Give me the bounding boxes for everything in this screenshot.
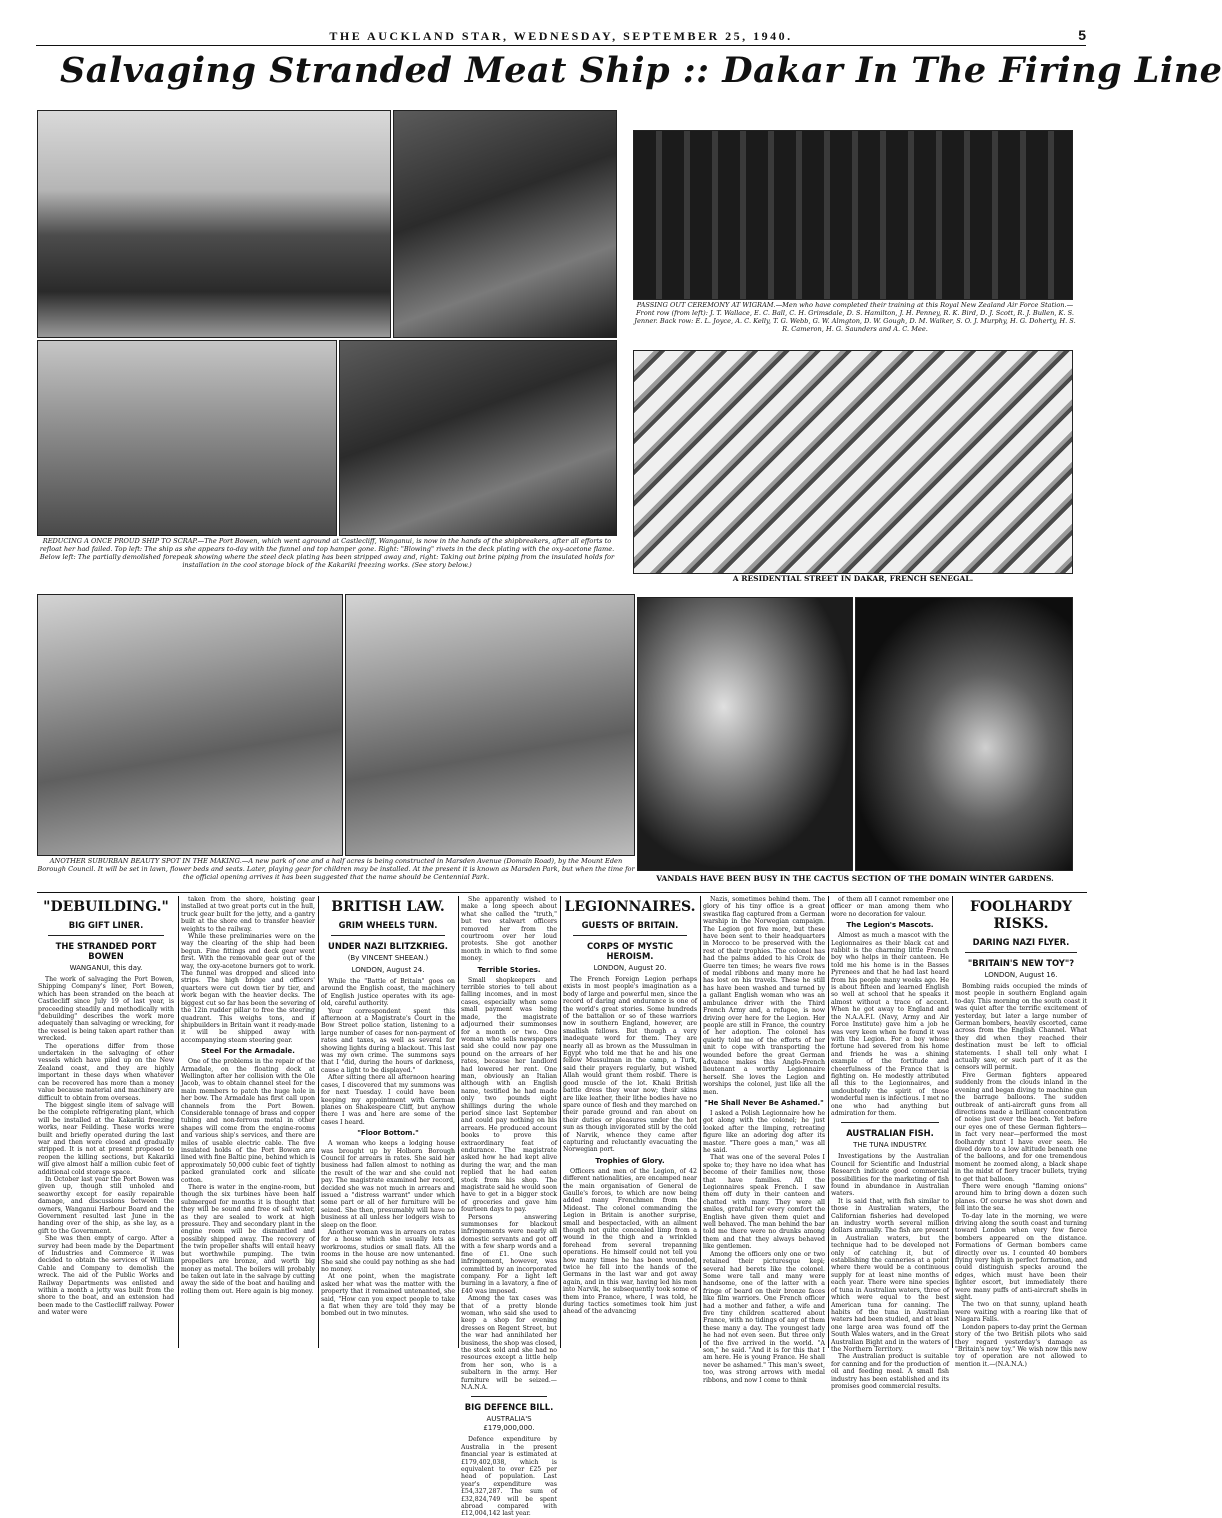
crosshead: "Floor Bottom." [357,1129,419,1138]
divider [965,952,1077,953]
column-rule [952,896,953,1348]
paragraph: Investigations by the Australian Council for Scientific and Industrial Research indicate good commercial possibilities for the marketing of fish found in abundance in Australian waters. [831,1153,949,1198]
paragraph: Defence expenditure by Australia in the present financial year is estimated at £179,402,038, which is equivalent to over £25 per head of population. Last year's expenditure was £54,327,287. The sum of £32,824,749 will be spent abroad compared with £12,004,142 last year. [461,1436,557,1518]
paragraph: Among the officers only one or two retained their picturesque kepi; several had berets like the colonel. Some were tall and many were handsome, one of the latter with a fringe of beard on their bronze faces like film warriors. One French officer had a mother and father, a wife and five tiny children scattered about France, with no tidings of any of them these many a day. The youngest lady he had not even seen. But three only of the five arrived in the world. "A son," he said. "And it is for this that I am here. He is young France. He shall never be ashamed." This man's sweet, too, was strong arrows with medal ribbons, and now I come to think [703,1250,825,1384]
article-title: BRITISH LAW. [331,899,445,915]
photo-blowing-rivets [393,110,617,338]
column-rule [700,896,701,1348]
crosshead: "He Shall Never Be Ashamed." [704,1098,824,1107]
photo-dakar-street [633,350,1073,574]
column-legionnaires [563,896,697,1348]
article-title: "DEBUILDING." [43,899,169,915]
paragraph: While the "Battle of Britain" goes on around the English coast, the machinery of English justice operates with its age-old, careful authority. [321,978,455,1008]
column-rule [178,896,179,1348]
article-title: BIG DEFENCE BILL. [464,1402,554,1413]
masthead [36,28,1086,46]
masthead-date-line: THE AUCKLAND STAR, WEDNESDAY, SEPTEMBER 25, 1940. [329,29,793,43]
photo-ship-aground [37,110,391,338]
photo-cactus-right [855,597,1073,871]
paragraph: In October last year the Port Bowen was given up, though still unholed and seaworthy except for easily repairable damage, and discussions between the owners, Wanganui Harbour Board and the Government resulted last June in the handing over of the ship, as she lay, as a gift to the Government. [38,1175,174,1235]
dateline: LONDON, August 24. [351,966,425,974]
article-subheading: THE TUNA INDUSTRY. [853,1141,927,1150]
crosshead: Trophies of Glory. [595,1156,665,1165]
photo-cactus-left [637,597,853,871]
paragraph: It is said that, with fish similar to those in Australian waters, the Californian fisheries had developed an industry worth several million dollars annually. The fish are present in Australian waters, but the technique had to be developed not only of catching it, but of establishing the canneries at a point where there would be a continuous supply for at least nine months of each year. There were nine species of tuna in Australian waters, three of which were equal to the best American tuna for canning. The habits of the tuna in Australian waters had been studied, and at least one large area was found off the South Wales waters, and in the Great Australian Bight and in the waters of the Northern Territory. [831,1197,949,1353]
article-subheading: "BRITAIN'S NEW TOY"? [967,958,1075,968]
paragraph: London papers to-day print the German story of the two British pilots who said they regard yesterday's damage as "Britain's new toy." We wish now this new toy of operation are not allowed to mention it.—(N.A.N.A.) [955,1323,1087,1368]
caption-wigram-ceremony: PASSING OUT CEREMONY AT WIGRAM.—Men who have completed their training at this Royal New Zealand Air Force Station.—Front row (from left): J. T. Wallace, E. C. Ball, C. H. Grimsdale, D. S. Hamilton, J. H. Penney, R. K. Bird, D. J. Scott, R. J. Bullen, K. S. Jenner. Back row: E. L. Joyce, A. C. Kelly, T. G. Webb, G. W. Almgton, D. W. Gough, D. M. Walker, S. O. J. Murphy, H. G. Doherty, H. S. R. Cameron, H. G. Saunders and A. C. Mee. [634,301,1076,333]
page-headline: Salvaging Stranded Meat Ship :: Dakar In The Firing Line [60,50,1222,91]
article-subheading: GRIM WHEELS TURN. [338,920,438,930]
paragraph: of them all I cannot remember one officer or man among them who wore no decoration for valour. [831,896,949,918]
paragraph: One of the problems in the repair of the Armadale, on the floating dock at Wellington after her collision with the Ole Jacob, was to obtain channel steel for the main members to patch the huge hole in her bow. The Armadale has first call upon channels from the Port Bowen. Considerable tonnage of brass and copper tubing and non-ferrous metal in other shapes will come from the engine-rooms and various ship's services, and there are miles of usable electric cable. The five insulated holds of the Port Bowen are lined with fine Baltic pine, behind which is approximately 50,000 cubic feet of tightly packed granulated cork and silicate cotton. [181,1058,315,1184]
column-foolhardy-risks [955,896,1087,1368]
paragraph: She was then empty of cargo. After a survey had been made by the Department of Industries and Commerce it was decided to obtain the services of William Cable and Company to demolish the wreck. The aid of the Public Works and Railway Departments was enlisted and within a month a jetty was built from the shore to the boat, and an extension had been made to the Castlecliff railway. Power and water were [38,1235,174,1317]
paragraph: That was one of the several Poles I spoke to; they have no idea what has become of their families now, those that have families. All the Legionnaires speak French. I saw them off duty in their canteen and chatted with many. They were all smiles, grateful for every comfort the English have given them quiet and well behaved. The man behind the bar told me there were no drunks among them and that they always behaved like gentlemen. [703,1154,825,1251]
paragraph: The Australian product is suitable for canning and for the production of oil and feeding meal. A small fish industry has been established and its promises good commercial results. [831,1353,949,1390]
caption-ship-scrap: REDUCING A ONCE PROUD SHIP TO SCRAP.—The Port Bowen, which went aground at Castlecliff, Wanganui, is now in the hands of the shipbreakers, after all efforts to refloat her had failed. Top left: The ship as she appears to-day with the funnel and top hamper gone. Right: "Blowing" rivets in the deck plating with the oxy-acetone flame. Below left: The partially demolished forepeak showing where the steel deck plating has been stripped away and, right: Taking out brine piping from the insulated holds for installation in the cool storage block of the Kakariki freezing works. (See story below.) [39,537,615,569]
column-rule [828,896,829,1348]
article-title: AUSTRALIAN FISH. [846,1128,934,1139]
photo-wigram-ceremony [633,130,1073,300]
column-rule [458,896,459,1348]
paragraph: taken from the shore, hoisting gear installed at two great ports cut in the hull, truck gear built for the jetty, and a gantry built at the shore end to transfer heavier weights to the railway. [181,896,315,933]
paragraph: The two on that sunny, upland heath were waiting with a roaring like that of Niagara Falls. [955,1301,1087,1324]
article-subheading: BIG GIFT LINER. [68,920,144,930]
column-rule [560,896,561,1348]
paragraph: I asked a Polish Legionnaire how he got along with the colonel; he just looked after the limping, retreating figure like an adoring dog after its master. "There goes a man," was all he said. [703,1109,825,1154]
paragraph: While these preliminaries were on the way the clearing of the ship had been begun. Fine fittings and deck gear went first. With the removable gear out of the way, the oxy-acetone burners got to work. The funnel was dropped and sliced into strips. The high bridge and officers' quarters were cut down tier by tier, and work began with the heavier decks. The biggest cut so far has been the severing of the 12in rudder pillar to free the steering quadrant. This weighs tons, and if shipbuilders in Britain want it ready-made it will be shipped away with accompanying steam steering gear. [181,933,315,1044]
paragraph: The French Foreign Legion perhaps exists in most people's imagination as a body of large and powerful men, since the record of daring and endurance is one of the world's great stories. Some hundreds of the battalion or so of these warriors now in southern England, however, are smallish fellows. But though a very inadequate word for them. They are nearly all as brown as the Mussulman in Egypt who told me that he and his one fellow Mussulman in the camp, a Turk, said their prayers regularly, but wished Allah would grant them rosbif. There is good muscle of the lot. Khaki British battle dress they wear now; their skins are like leather, their lithe bodies have no spare ounce of flesh and they marched on their parade ground and ran about on their duties or pleasures under the hot sun as though invigorated still by the cold of Narvik, whence they came after capturing and reluctantly evacuating the Norwegian port. [563,976,697,1154]
article-subheading: UNDER NAZI BLITZKRIEG. [328,941,448,951]
column-legionnaires-cont [703,896,825,1384]
paragraph: A woman who keeps a lodging house was brought up by Holborn Borough Council for arrears in rates. She said her business had fallen almost to nothing as the result of the war and she could not pay. The magistrate examined her record, decided she was not much in arrears and issued a "distress warrant" under which some part or all of her furniture will be seized. She then, presumably will have no business at all unless her lodgers wish to sleep on the floor. [321,1140,455,1229]
page-number: 5 [1078,27,1086,43]
paragraph: The biggest single item of salvage will be the complete refrigerating plant, which will be installed at the Kakariki freezing works, near Feilding. These works were built and briefly operated during the last war and then were closed and gradually stripped. It is not at present proposed to reopen the killing sections, but Kakariki will give almost half a million cubic feet of additional cold storage space. [38,1101,174,1176]
caption-dakar-street: A RESIDENTIAL STREET IN DAKAR, FRENCH SENEGAL. [732,574,974,583]
crosshead: Terrible Stories. [477,965,541,974]
divider [331,935,445,936]
column-british-law-cont [461,896,558,1518]
paragraph: The work of salvaging the Port Bowen, Shipping Company's liner, Port Bowen, which has been stranded on the beach at Castlecliff since July 19 of last year, is proceeding steadily and methodically with "debuilding" describes the work more adequately than salvaging or wrecking, for the vessel is being taken apart rather than wrecked. [38,976,174,1043]
paragraph: Almost as much a mascot with the Legionnaires as their black cat and rabbit is the charming little French boy who helps in their canteen. He told me his home is in the Basses Pyrenees and that he had last heard from his people many weeks ago. He is about fifteen and learned English so well at school that he speaks it almost without a trace of accent. When he got away to England and the N.A.A.F.I. (Navy, Army and Air Force Institute) gave him a job he was very keen when he found it was with the Legion. For a boy whose fortune had severed from his home and friends he was a shining example of the fortitude and cheerfulness of the France that is fighting on. He modestly attributed all this to the Legionnaires, and undoubtedly the spirit of those wonderful men is infectious. I met no one who had anything but admiration for them. [831,932,949,1117]
divider [573,935,687,936]
byline: (By VINCENT SHEEAN.) [347,954,429,962]
dateline: LONDON, August 20. [593,964,667,972]
paragraph: The operations differ from those undertaken in the salvaging of other vessels which have piled up on the New Zealand coast, and they are highly important in these days when whatever can be recovered has more than a money value because material and machinery are difficult to obtain from overseas. [38,1042,174,1102]
photo-brine-piping [339,340,617,536]
paragraph: Bombing raids occupied the minds of most people in southern England again to-day. This morning on the south coast it was quiet after the terrific excitement of yesterday, but later a large number of German bombers, heavily escorted, came across from the English Channel. What they did when they reached their destination must be left to official statements. I shall tell only what I actually saw, or such part of it as the censors will permit. [955,983,1087,1072]
paragraph: Your correspondent spent this afternoon at a Magistrate's Court in the Bow Street police station, listening to a large number of cases for non-payment of rates and taxes, as well as several for showing lights during a blackout. This last was my own crime. The summons says that I "did, during the hours of darkness, cause a light to be displayed." [321,1007,455,1074]
divider [471,1396,547,1397]
article-subheading: AUSTRALIA'S £179,000,000. [483,1415,535,1433]
column-legion-mascots [831,896,949,1390]
photo-park-construction-left [37,594,343,856]
paragraph: Persons answering summonses for blackout infringements were nearly all domestic servants and got off with a few sharp words and a fine of £1. One such infringement, however, was committed by an incorporated company. For a light left burning in a lavatory, a fine of £40 was imposed. [461,1213,557,1295]
caption-cactus: VANDALS HAVE BEEN BUSY IN THE CACTUS SECTION OF THE DOMAIN WINTER GARDENS. [656,874,1054,883]
article-subheading: DARING NAZI FLYER. [972,937,1070,947]
paragraph: To-day late in the morning, we were driving along the south coast and turning toward London when very few fierce bombers appeared on the distance. Formations of German bombers came directly over us. I counted 40 bombers flying very high in perfect formation, and could distinguish specks around the edges, which must have been their lighter escort, but immediately there were many puffs of anti-aircraft shells in sight. [955,1212,1087,1302]
column-british-law [321,896,455,1348]
paragraph: At one point, when the magistrate asked her what was the matter with the property that it remained untenanted, she said, "How can you expect people to take a flat when they are told they may be bombed out in two minutes. [321,1273,455,1318]
divider [48,935,164,936]
paragraph: There is water in the engine-room, but though the six turbines have been half submerged for months it is thought that they will be sound and free of salt water, as they are sealed to work at high pressure. They and secondary plant in the engine room will be dismantled and possibly shipped away. The recovery of the twin propeller shafts will entail heavy but worthwhile pumping. The twin propellers are bronze, and worth big money as metal. The boilers will probably be taken out late in the salvage by cutting away the side of the boat and hauling and rolling them out. Here again is big money. [181,1184,315,1295]
paragraph: Nazis, sometimes behind them. The glory of his tiny office is a great swastika flag captured from a German warship in the Norwegian campaign. The Legion got five more, but these have been sent to their headquarters in Morocco to be preserved with the rest of their trophies. The colonel has had the palms added to his Croix de Guerre ten times; he wears five rows of medal ribbons and many more he has lost on his travels. These he still has have been washed and turned by a gallant English woman who was an ambulance driver with the Third French Army and, a refugee, is now driving over here for the Legion. Her people are still in France, the country of her adoption. The colonel has quietly told me of the efforts of her unit to cope with transporting the wounded before the great German advance makes this Anglo-French lieutenant a worthy Legionnaire herself. She loves the Legion and worships the colonel, just like all the men. [703,896,825,1096]
dateline: WANGANUI, this day. [69,964,143,972]
paragraph: Another woman was in arrears on rates for a house which she usually lets as workrooms, studios or small flats. All the rooms in the house are now untenanted. She said she could pay nothing as she had no money. [321,1229,455,1274]
article-title: FOOLHARDY RISKS. [969,899,1073,932]
paragraph: Officers and men of the Legion, of 42 different nationalities, are encamped near the main organisation of General de Gaulle's forces, to which are now being added many Frenchmen from the Mideast. The colonel commanding the Legion in Britain is another surprise, small and bespectacled, with an ailment though not quite concealed limp from a wound in the thigh and a wrinkled forehead from several trepanning operations. He himself could not tell you how many times he has been wounded, twice he fell into the hands of the Germans in the last war and got away again, and in this war, having led his men into Narvik, he subsequently took some of them into France, where, I was told, he during tactics sometimes took him just ahead of the advancing [563,1167,697,1316]
photo-park-construction-right [345,594,635,856]
article-title: LEGIONNAIRES. [564,899,696,915]
paragraph: Five German fighters appeared suddenly from the clouds inland in the evening and began diving to machine gun the barrage balloons. The sudden outbreak of anti-aircraft guns from all directions made a brilliant concentration of noise just over the beach. Yet before our eyes one of these German fighters—in fact very near—performed the most foolhardy stunt I have ever seen. He dived down to a low altitude beneath one of the balloons, and for one tremendous moment he zoomed along, a black shape in the midst of fiery tracer bullets, trying to get that balloon. [955,1071,1087,1183]
paragraph: Among the tax cases was that of a pretty blonde woman, who said she used to keep a shop for evening dresses on Regent Street, but the war had annihilated her business, the shop was closed, the stock sold and she had no resources except a little help from her son, who is a subaltern in the army. Her furniture will be seized.—N.A.N.A. [461,1295,558,1391]
column-rule [318,896,319,1348]
crosshead: The Legion's Mascots. [846,921,934,930]
article-subheading: CORPS OF MYSTIC HEROISM. [587,941,673,961]
column-debuilding [38,896,174,1348]
article-subheading: GUESTS OF BRITAIN. [581,920,679,930]
paragraph: After sitting there all afternoon hearing cases, I discovered that my summons was for next Tuesday. I could have been keeping my appointment with German planes on Shakespeare Cliff, but anyhow there I was and here are some of the cases I heard. [321,1074,455,1126]
paragraph: Small shopkeepers and terrible stories to tell about falling incomes, and in most cases, especially when some small payment was being made, the magistrate adjourned their summonses for a month or two. One woman who sells newspapers said she could now pay one pound on the arrears of her rates, because her landlord had lowered her rent. One man, obviously an Italian although with an English name, testified he had made only two pounds eight shillings during the whole period since last September and could pay nothing on his arrears. He produced account books to prove this extraordinary feat of endurance. The magistrate asked how he had kept alive during the war, and the man replied that he had eaten stock from his shop. The magistrate said he would soon have to get in a bigger stock of groceries and gave him fourteen days to pay. [461,976,557,1214]
dateline: LONDON, August 16. [984,971,1058,979]
crosshead: Steel For the Armadale. [201,1047,295,1056]
columns-top-rule [37,892,1087,893]
paragraph: There were enough "flaming onions" around him to bring down a dozen such planes. Of course he was shot down and fell into the sea. [955,1182,1087,1213]
paragraph: She apparently wished to make a long speech about what she called the "truth," but two stalwart officers removed her from the courtroom over her loud protests. She got another month in which to find some money. [461,896,557,963]
caption-park: ANOTHER SUBURBAN BEAUTY SPOT IN THE MAKING.—A new park of one and a half acres is being constructed in Marsden Avenue (Domain Road), by the Mount Eden Borough Council. It will be set in lawn, flower beds and seats. Later, playing gear for children may be installed. At the present it is known as Marsden Park, but when the time for the official opening arrives it has been suggested that the name should be Centennial Park. [37,857,635,881]
photo-demolished-forepeak [37,340,337,536]
column-debuilding-cont [181,896,315,1348]
article-subheading: THE STRANDED PORT BOWEN [55,941,157,961]
divider [841,1122,939,1123]
